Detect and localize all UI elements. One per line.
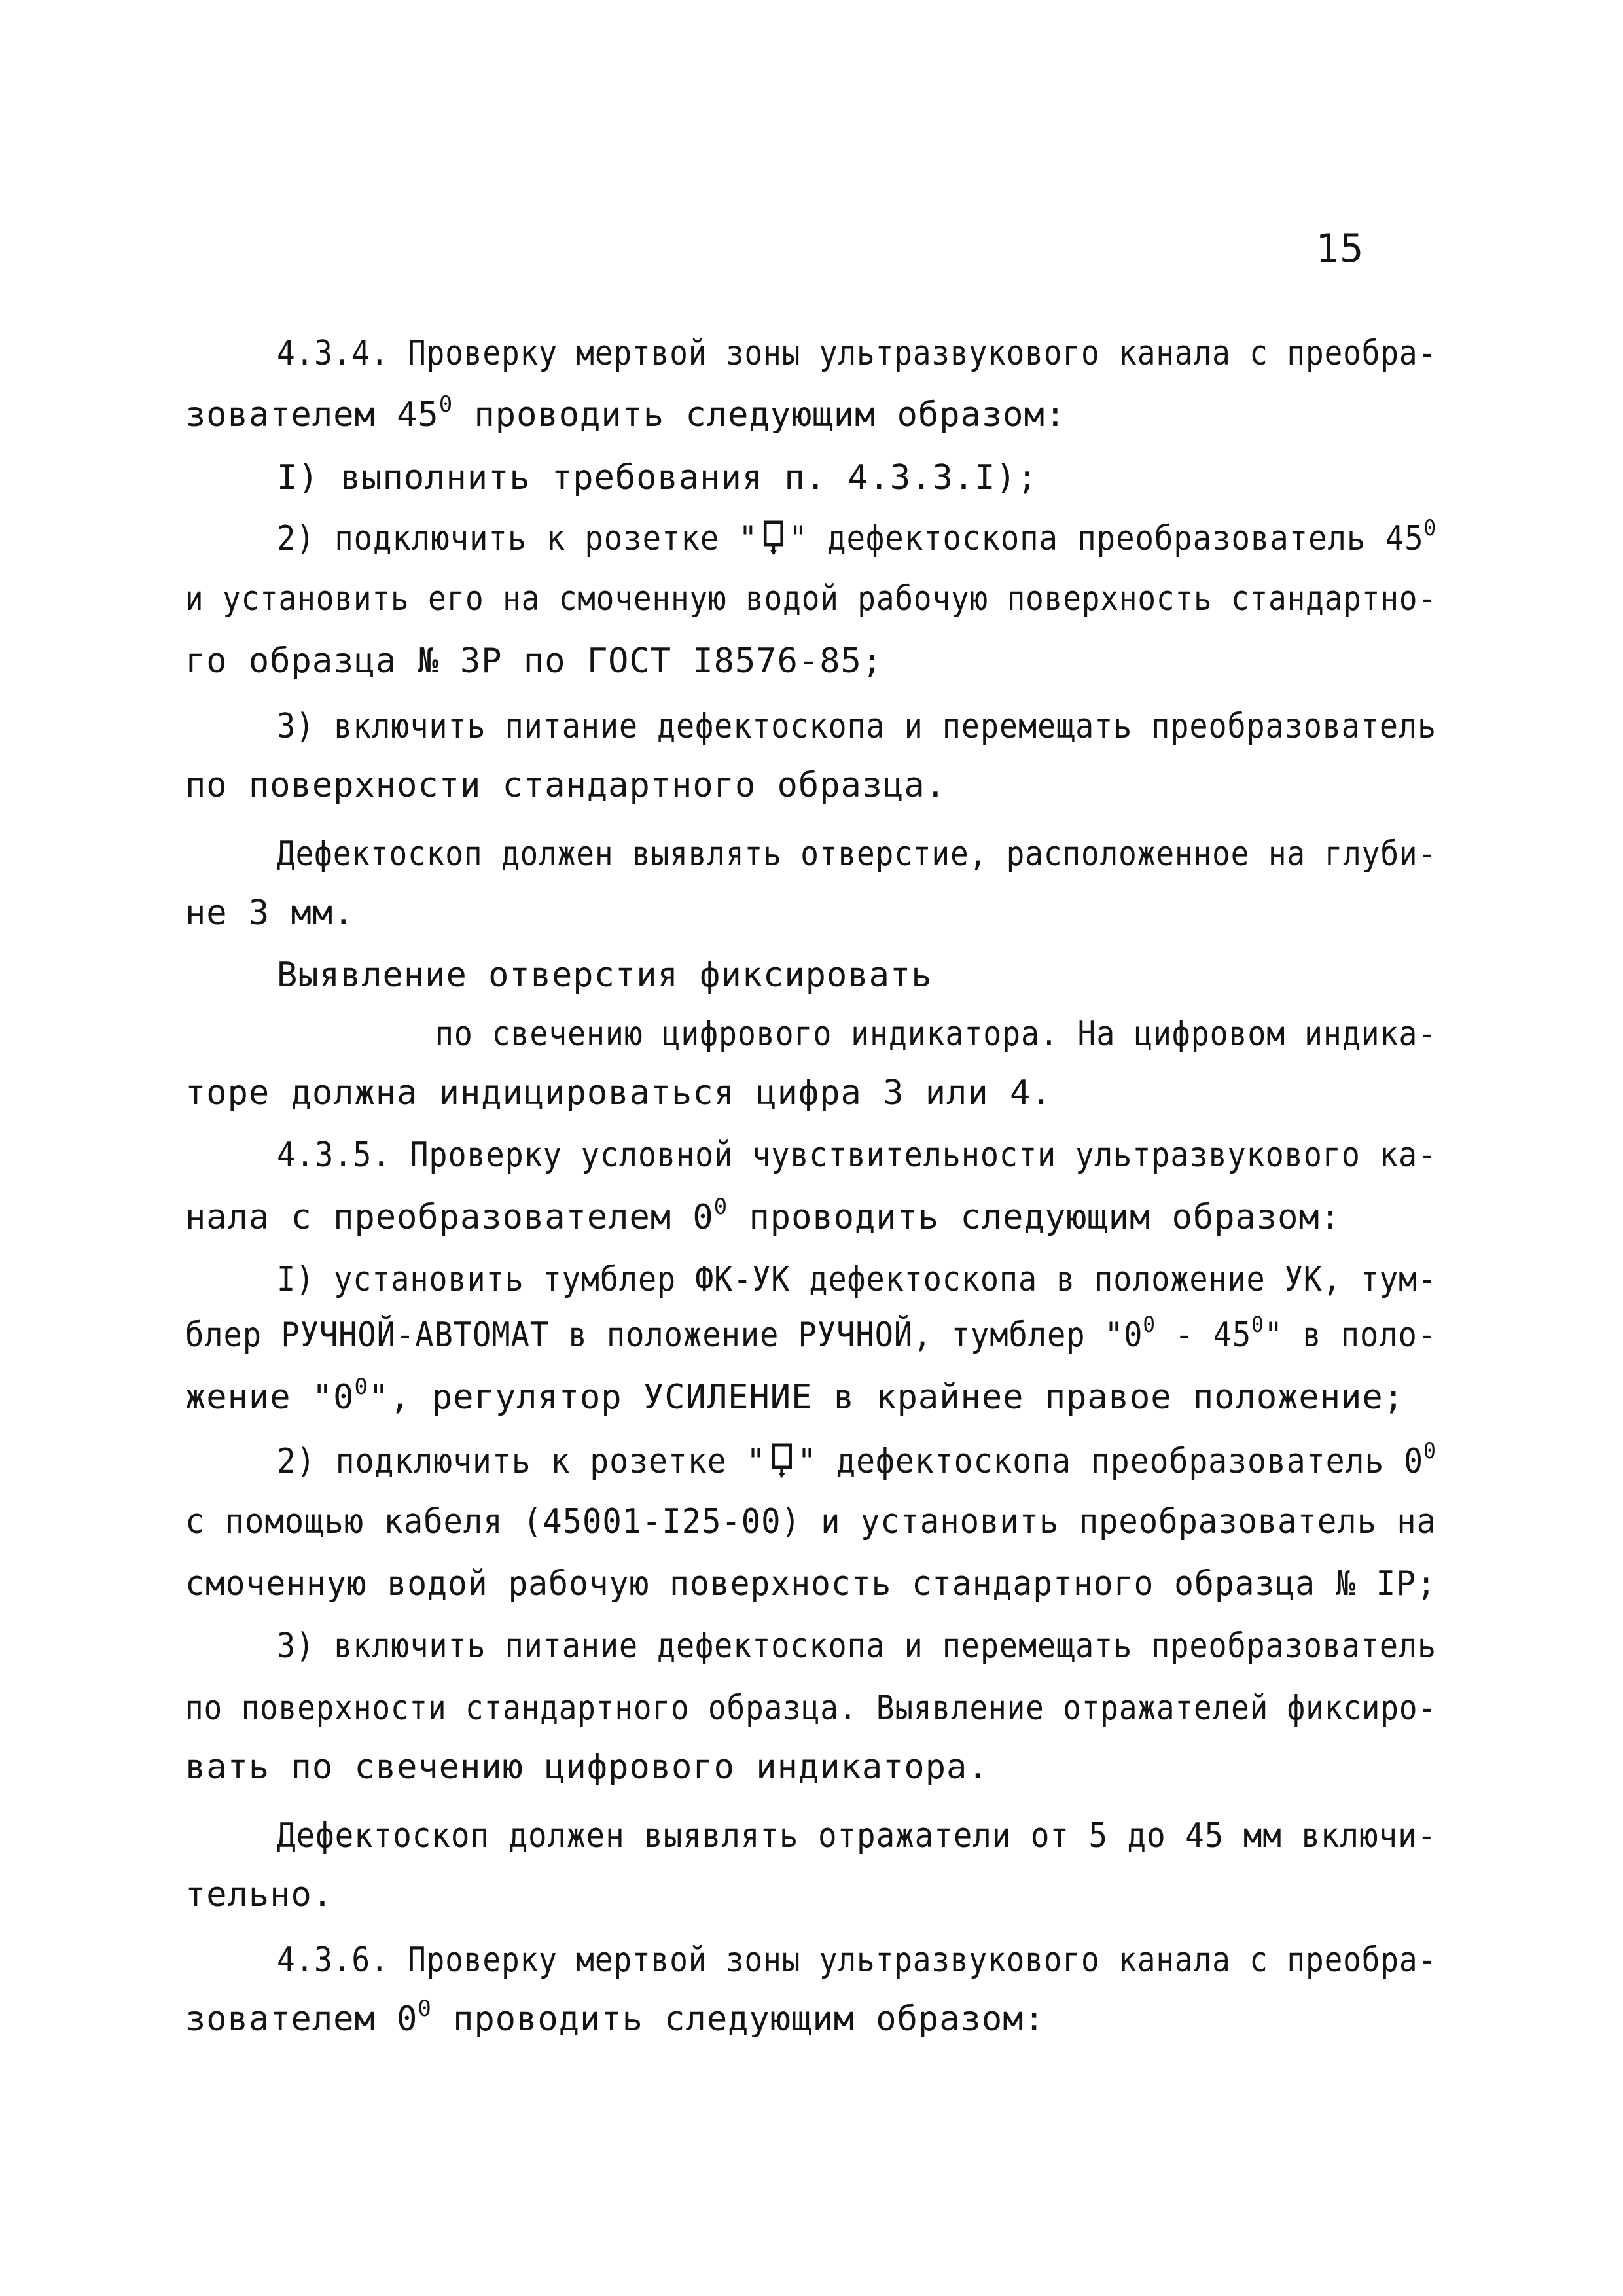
text-segment: по свечению цифрового индикатора. На цифровом индика- (435, 1014, 1437, 1054)
text-segment: " в поло- (1264, 1316, 1437, 1355)
text-segment: зователем 45 (185, 395, 439, 435)
text-segment: Выявление отверстия фиксировать (277, 956, 933, 995)
text-segment: I) установить тумблер ФК-УК дефектоскопа в положение УК, тум- (277, 1260, 1437, 1299)
text-segment: " дефектоскопа преобразователь 0 (797, 1442, 1424, 1481)
text-line (185, 1748, 989, 1787)
socket-connector-icon (758, 517, 789, 554)
text-line (277, 834, 1436, 874)
text-segment: с помощью кабеля (45001-I25-00) и установить преобразователь на (185, 1502, 1436, 1541)
superscript-degree: 0 (1423, 1438, 1436, 1464)
text-segment: тельно. (185, 1875, 334, 1914)
text-segment: 2) подключить к розетке " (277, 519, 758, 558)
text-segment: 4.3.4. Проверку мертвой зоны ультразвукового канала с преобра- (277, 334, 1437, 373)
text-line (185, 1996, 1045, 2039)
text-line (185, 1073, 1052, 1113)
text-segment: 3) включить питание дефектоскопа и перемещать преобразователь (277, 1626, 1437, 1666)
superscript-degree: 0 (438, 391, 454, 418)
superscript-degree: 0 (1251, 1312, 1264, 1338)
text-segment: 4.3.6. Проверку мертвой зоны ультразвукового канала с преобра- (277, 1941, 1437, 1980)
text-segment: Дефектоскоп должен выявлять отверстие, расположенное на глуби- (277, 834, 1437, 874)
text-line (277, 334, 1436, 373)
text-line (185, 1312, 1437, 1355)
text-segment: ", регулятор УСИЛЕНИЕ в крайнее правое положение; (368, 1378, 1404, 1417)
text-segment: вать по свечению цифрового индикатора. (185, 1748, 989, 1787)
text-segment: смоченную водой рабочую поверхность стандартного образца № IР; (185, 1564, 1437, 1604)
text-line (185, 766, 946, 805)
text-line (185, 1502, 1436, 1541)
text-line (277, 517, 1436, 558)
text-segment: блер РУЧНОЙ-АВТОМАТ в положение РУЧНОЙ, тумблер "0 (185, 1316, 1143, 1355)
text-segment: и установить его на смоченную водой рабочую поверхность стандартно- (185, 579, 1436, 619)
text-segment: торе должна индицироваться цифра 3 или 4. (185, 1073, 1052, 1113)
superscript-degree: 0 (418, 1996, 432, 2022)
socket-connector-icon (766, 1440, 797, 1477)
text-line (277, 1626, 1436, 1666)
text-segment: нала с преобразователем 0 (185, 1198, 714, 1237)
superscript-degree: 0 (713, 1194, 728, 1220)
text-segment: I) выполнить требования п. 4.3.3.I); (277, 458, 1039, 497)
text-line (277, 1941, 1436, 1980)
text-line (185, 391, 1067, 435)
text-segment: - 45 (1155, 1316, 1252, 1355)
text-line (185, 641, 883, 681)
superscript-degree: 0 (1143, 1312, 1156, 1338)
text-line (277, 1260, 1436, 1299)
text-segment: Дефектоскоп должен выявлять отражатели от 5 до 45 мм включи- (277, 1816, 1437, 1856)
text-segment: зователем 0 (185, 2000, 418, 2039)
text-line (277, 1440, 1436, 1481)
text-line (185, 1689, 1436, 1728)
superscript-degree: 0 (354, 1374, 368, 1400)
text-segment: по поверхности стандартного образца. Выявление отражателей фиксиро- (185, 1689, 1436, 1728)
text-segment: " дефектоскопа преобразователь 45 (789, 519, 1424, 558)
text-segment: жение "0 (185, 1378, 355, 1417)
text-segment: 4.3.5. Проверку условной чувствительности ультразвукового ка- (277, 1136, 1437, 1175)
text-line (277, 458, 1038, 497)
text-line (277, 707, 1436, 746)
superscript-degree: 0 (1423, 515, 1437, 541)
text-line (185, 1194, 1342, 1237)
text-line (185, 1875, 333, 1914)
text-segment: проводить следующим образом: (431, 2000, 1045, 2039)
text-segment: го образца № 3Р по ГОСТ I8576-85; (185, 641, 883, 681)
text-segment: по поверхности стандартного образца. (185, 766, 947, 805)
text-segment: проводить следующим образом: (453, 395, 1067, 435)
text-segment: не 3 мм. (185, 893, 355, 933)
text-segment: 3) включить питание дефектоскопа и перемещать преобразователь (277, 707, 1437, 746)
text-line (185, 579, 1436, 619)
text-segment: проводить следующим образом: (728, 1198, 1342, 1237)
text-line (277, 956, 933, 995)
text-line (185, 1564, 1436, 1604)
page-number: 15 (1315, 226, 1364, 272)
text-line (277, 1136, 1436, 1175)
text-segment: 2) подключить к розетке " (277, 1442, 766, 1481)
text-line (185, 1374, 1404, 1417)
text-line (185, 893, 354, 933)
text-line (435, 1014, 1436, 1054)
text-line (277, 1816, 1436, 1856)
